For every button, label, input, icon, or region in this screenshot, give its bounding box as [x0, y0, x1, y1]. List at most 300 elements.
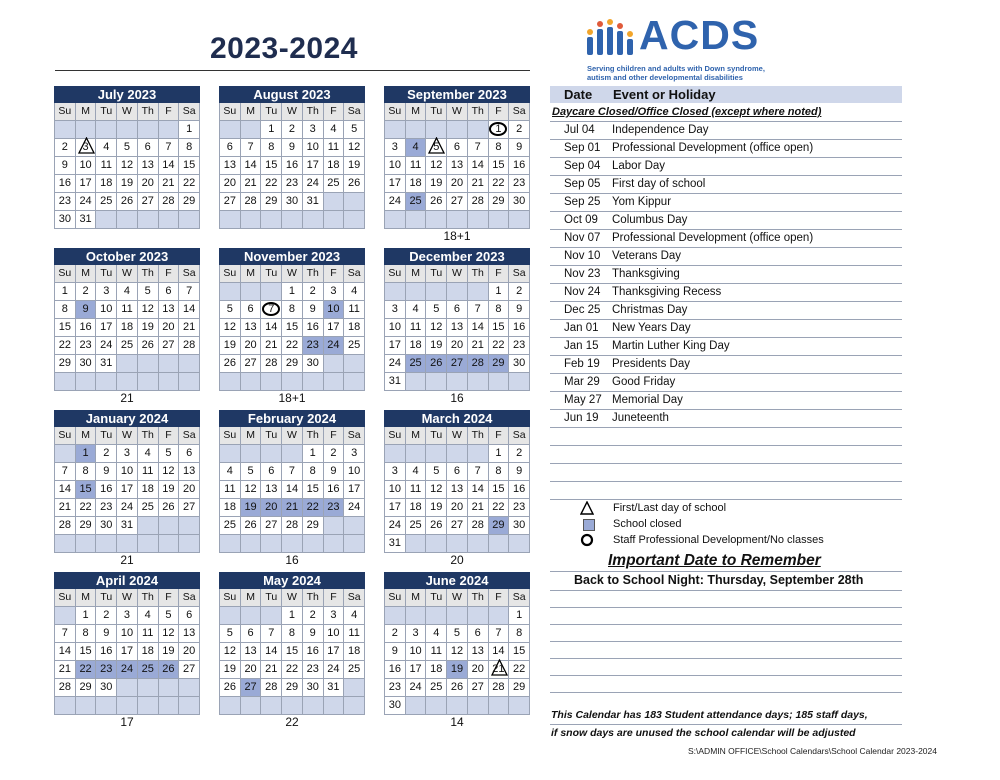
empty-day-cell: [241, 373, 262, 391]
day-cell: 22: [282, 661, 303, 679]
day-cell: 20: [468, 661, 489, 679]
month-grid: [219, 427, 365, 553]
empty-day-cell: [96, 373, 117, 391]
weekday-header: M: [76, 103, 97, 121]
day-cell: 4: [406, 301, 427, 319]
day-cell: 21: [55, 499, 76, 517]
day-cell: 6: [179, 445, 200, 463]
day-cell: 14: [468, 481, 489, 499]
day-cell: 11: [344, 625, 365, 643]
day-cell: 24: [344, 499, 365, 517]
day-cell: 13: [220, 157, 241, 175]
event-date: Sep 05: [564, 178, 601, 190]
day-cell: 4: [406, 463, 427, 481]
month-calendar: [219, 248, 365, 391]
day-cell: 28: [282, 517, 303, 535]
day-cell: 9: [324, 463, 345, 481]
event-row: [550, 374, 902, 392]
weekday-header: M: [406, 427, 427, 445]
day-cell: 13: [138, 157, 159, 175]
empty-day-cell: [179, 355, 200, 373]
day-cell: 2: [303, 607, 324, 625]
day-cell: 22: [489, 175, 510, 193]
day-cell: 16: [509, 157, 530, 175]
empty-day-cell: [138, 679, 159, 697]
empty-day-cell: [468, 445, 489, 463]
day-cell: 19: [117, 175, 138, 193]
day-cell: 22: [489, 337, 510, 355]
event-row: [550, 158, 902, 176]
day-cell: 1: [489, 283, 510, 301]
empty-day-cell: [324, 697, 345, 715]
day-cell: 10: [303, 139, 324, 157]
day-cell: 27: [138, 193, 159, 211]
day-cell: 28: [159, 193, 180, 211]
day-cell: 2: [324, 445, 345, 463]
month-school-day-count: 21: [120, 553, 134, 567]
weekday-header: F: [324, 265, 345, 283]
empty-day-cell: [426, 607, 447, 625]
event-date: Nov 24: [564, 286, 601, 298]
day-cell: 8: [76, 463, 97, 481]
day-cell: 24: [385, 355, 406, 373]
empty-day-cell: [447, 211, 468, 229]
legend-first-last-label: First/Last day of school: [613, 502, 727, 514]
attendance-note: This Calendar has 183 Student attendance days; 185 staff days,: [551, 709, 868, 721]
day-cell: 8: [282, 625, 303, 643]
day-cell: 1: [509, 607, 530, 625]
day-cell: 9: [509, 463, 530, 481]
day-cell: 23: [385, 679, 406, 697]
day-cell: 28: [261, 355, 282, 373]
day-cell: 25: [344, 337, 365, 355]
day-cell: 3: [324, 607, 345, 625]
weekday-header: W: [447, 427, 468, 445]
day-cell: 15: [261, 157, 282, 175]
day-cell: 18: [138, 481, 159, 499]
month-school-day-count: 18+1: [278, 391, 306, 405]
empty-day-cell: [406, 445, 427, 463]
triangle-icon: [580, 501, 594, 515]
day-cell: 18: [406, 337, 427, 355]
empty-day-cell: [468, 211, 489, 229]
day-cell: 9: [282, 139, 303, 157]
important-date-title: Important Date to Remember: [608, 552, 821, 569]
month-title: July 2023: [54, 86, 200, 103]
weekday-header: F: [489, 265, 510, 283]
day-cell: 15: [179, 157, 200, 175]
events-table: [550, 86, 902, 500]
day-cell: 17: [96, 319, 117, 337]
events-subheader: Daycare Closed/Office Closed (except where noted): [550, 103, 902, 122]
day-cell: 24: [117, 499, 138, 517]
empty-day-cell: [159, 535, 180, 553]
day-cell: 30: [509, 517, 530, 535]
event-date: Feb 19: [564, 358, 600, 370]
day-cell: 15: [282, 643, 303, 661]
rule-line: [550, 692, 902, 693]
day-cell: 21: [55, 661, 76, 679]
day-cell: 24: [324, 661, 345, 679]
day-cell: 19: [426, 175, 447, 193]
empty-day-cell: [324, 193, 345, 211]
weekday-header: Tu: [426, 589, 447, 607]
day-cell: 9: [96, 625, 117, 643]
day-cell: 30: [55, 211, 76, 229]
empty-day-cell: [282, 697, 303, 715]
day-cell: 22: [282, 337, 303, 355]
weekday-header: W: [117, 589, 138, 607]
empty-day-cell: [220, 121, 241, 139]
day-cell: 9: [55, 157, 76, 175]
empty-day-cell: [76, 373, 97, 391]
empty-day-cell: [282, 373, 303, 391]
event-name: Independence Day: [612, 124, 709, 136]
weekday-header: W: [282, 265, 303, 283]
blank-row: [550, 446, 902, 464]
empty-day-cell: [344, 517, 365, 535]
day-cell: 22: [489, 499, 510, 517]
day-cell: 23: [509, 337, 530, 355]
day-cell: 25: [324, 175, 345, 193]
rule-line: [550, 658, 902, 659]
rule-line: [550, 607, 902, 608]
event-name: Veterans Day: [612, 250, 682, 262]
empty-day-cell: [385, 445, 406, 463]
day-cell: 4: [324, 121, 345, 139]
day-cell: 8: [55, 301, 76, 319]
day-cell: 23: [76, 337, 97, 355]
event-row: [550, 212, 902, 230]
event-name: Professional Development (office open): [612, 142, 814, 154]
empty-day-cell: [220, 373, 241, 391]
weekday-header: Sa: [179, 265, 200, 283]
day-cell: 28: [55, 517, 76, 535]
month-title: March 2024: [384, 410, 530, 427]
empty-day-cell: [55, 121, 76, 139]
day-cell: 26: [426, 517, 447, 535]
day-cell: 3: [117, 607, 138, 625]
empty-day-cell: [303, 535, 324, 553]
empty-day-cell: [159, 373, 180, 391]
event-row: [550, 140, 902, 158]
day-cell: 3: [406, 625, 427, 643]
day-cell: 29: [55, 355, 76, 373]
day-cell: 7: [261, 301, 282, 319]
day-cell: 22: [303, 499, 324, 517]
weekday-header: F: [159, 589, 180, 607]
weekday-header: Sa: [179, 103, 200, 121]
day-cell: 27: [447, 193, 468, 211]
empty-day-cell: [426, 211, 447, 229]
day-cell: 2: [55, 139, 76, 157]
empty-day-cell: [385, 283, 406, 301]
weekday-header: F: [159, 265, 180, 283]
day-cell: 7: [468, 301, 489, 319]
day-cell: 25: [96, 193, 117, 211]
day-cell: 21: [241, 175, 262, 193]
empty-day-cell: [406, 607, 427, 625]
day-cell: 10: [96, 301, 117, 319]
day-cell: 20: [179, 643, 200, 661]
month-grid: [384, 427, 530, 553]
weekday-header: M: [76, 265, 97, 283]
day-cell: 26: [447, 679, 468, 697]
empty-day-cell: [344, 211, 365, 229]
day-cell: 14: [159, 157, 180, 175]
day-cell: 19: [138, 319, 159, 337]
day-cell: 12: [241, 481, 262, 499]
day-cell: 16: [96, 481, 117, 499]
rule-line: [550, 624, 902, 625]
day-cell: 19: [426, 337, 447, 355]
day-cell: 7: [241, 139, 262, 157]
weekday-header: Tu: [96, 103, 117, 121]
day-cell: 4: [117, 283, 138, 301]
empty-day-cell: [55, 373, 76, 391]
day-cell: 4: [138, 445, 159, 463]
day-cell: 1: [282, 607, 303, 625]
day-cell: 17: [385, 175, 406, 193]
events-table-header: [550, 86, 902, 103]
day-cell: 21: [468, 337, 489, 355]
empty-day-cell: [447, 373, 468, 391]
empty-day-cell: [468, 535, 489, 553]
event-name: First day of school: [612, 178, 706, 190]
day-cell: 6: [179, 607, 200, 625]
day-cell: 11: [406, 481, 427, 499]
day-cell: 2: [509, 121, 530, 139]
day-cell: 20: [179, 481, 200, 499]
weekday-header: M: [76, 589, 97, 607]
empty-day-cell: [509, 373, 530, 391]
month-school-day-count: 16: [450, 391, 464, 405]
day-cell: 23: [509, 499, 530, 517]
day-cell: 20: [159, 319, 180, 337]
day-cell: 16: [509, 481, 530, 499]
event-row: [550, 338, 902, 356]
empty-day-cell: [344, 535, 365, 553]
event-name: Martin Luther King Day: [612, 340, 730, 352]
day-cell: 15: [489, 157, 510, 175]
day-cell: 30: [282, 193, 303, 211]
logo-name: ACDS: [639, 12, 760, 58]
day-cell: 17: [324, 319, 345, 337]
rule-line: [550, 571, 902, 572]
day-cell: 20: [447, 499, 468, 517]
day-cell: 27: [447, 355, 468, 373]
day-cell: 23: [96, 499, 117, 517]
event-date: Oct 09: [564, 214, 598, 226]
weekday-header: M: [241, 103, 262, 121]
day-cell: 7: [468, 139, 489, 157]
empty-day-cell: [406, 121, 427, 139]
empty-day-cell: [385, 607, 406, 625]
day-cell: 9: [385, 643, 406, 661]
month-school-day-count: 16: [285, 553, 299, 567]
day-cell: 23: [303, 337, 324, 355]
day-cell: 23: [96, 661, 117, 679]
day-cell: 7: [489, 625, 510, 643]
day-cell: 1: [303, 445, 324, 463]
weekday-header: Sa: [509, 589, 530, 607]
day-cell: 28: [468, 517, 489, 535]
day-cell: 5: [159, 445, 180, 463]
month-title: June 2024: [384, 572, 530, 589]
day-cell: 16: [303, 319, 324, 337]
day-cell: 18: [96, 175, 117, 193]
weekday-header: W: [447, 103, 468, 121]
day-cell: 12: [426, 319, 447, 337]
day-cell: 29: [76, 517, 97, 535]
blank-row: [550, 464, 902, 482]
day-cell: 25: [117, 337, 138, 355]
empty-day-cell: [426, 697, 447, 715]
day-cell: 16: [282, 157, 303, 175]
weekday-header: Su: [55, 589, 76, 607]
day-cell: 30: [509, 355, 530, 373]
weekday-header: Th: [468, 265, 489, 283]
blank-row: [550, 428, 902, 446]
day-cell: 27: [447, 517, 468, 535]
day-cell: 4: [96, 139, 117, 157]
day-cell: 21: [159, 175, 180, 193]
day-cell: 13: [241, 643, 262, 661]
weekday-header: M: [241, 589, 262, 607]
event-row: [550, 230, 902, 248]
event-name: Labor Day: [612, 160, 666, 172]
day-cell: 29: [282, 679, 303, 697]
rule-line: [550, 724, 902, 725]
day-cell: 14: [261, 319, 282, 337]
day-cell: 28: [179, 337, 200, 355]
day-cell: 12: [138, 301, 159, 319]
day-cell: 27: [241, 355, 262, 373]
month-school-day-count: 22: [285, 715, 299, 729]
month-grid: [219, 589, 365, 715]
empty-day-cell: [447, 445, 468, 463]
empty-day-cell: [117, 679, 138, 697]
event-row: [550, 320, 902, 338]
day-cell: 30: [96, 679, 117, 697]
day-cell: 14: [468, 319, 489, 337]
month-title: August 2023: [219, 86, 365, 103]
day-cell: 7: [179, 283, 200, 301]
event-name: Memorial Day: [612, 394, 683, 406]
day-cell: 24: [406, 679, 427, 697]
day-cell: 5: [220, 625, 241, 643]
empty-day-cell: [117, 211, 138, 229]
day-cell: 30: [303, 679, 324, 697]
empty-day-cell: [179, 211, 200, 229]
day-cell: 4: [406, 139, 427, 157]
weekday-header: M: [241, 265, 262, 283]
day-cell: 25: [406, 517, 427, 535]
weekday-header: F: [159, 103, 180, 121]
day-cell: 16: [55, 175, 76, 193]
day-cell: 8: [489, 139, 510, 157]
day-cell: 24: [117, 661, 138, 679]
day-cell: 11: [220, 481, 241, 499]
empty-day-cell: [406, 373, 427, 391]
day-cell: 6: [220, 139, 241, 157]
empty-day-cell: [220, 607, 241, 625]
day-cell: 7: [261, 625, 282, 643]
day-cell: 25: [344, 661, 365, 679]
empty-day-cell: [324, 211, 345, 229]
day-cell: 12: [220, 319, 241, 337]
day-cell: 14: [261, 643, 282, 661]
day-cell: 29: [76, 679, 97, 697]
day-cell: 5: [426, 139, 447, 157]
empty-day-cell: [241, 283, 262, 301]
month-grid: [54, 427, 200, 553]
empty-day-cell: [159, 121, 180, 139]
month-title: November 2023: [219, 248, 365, 265]
footer-file-path: S:\ADMIN OFFICE\School Calendars\School Calendar 2023-2024: [688, 746, 937, 756]
day-cell: 30: [385, 697, 406, 715]
day-cell: 18: [138, 643, 159, 661]
day-cell: 20: [261, 499, 282, 517]
weekday-header: Sa: [344, 589, 365, 607]
day-cell: 1: [261, 121, 282, 139]
day-cell: 12: [117, 157, 138, 175]
day-cell: 11: [138, 463, 159, 481]
weekday-header: Th: [468, 103, 489, 121]
weekday-header: Th: [303, 103, 324, 121]
day-cell: 17: [303, 157, 324, 175]
weekday-header: F: [324, 427, 345, 445]
day-cell: 19: [344, 157, 365, 175]
empty-day-cell: [179, 373, 200, 391]
event-date: Nov 23: [564, 268, 601, 280]
event-name: New Years Day: [612, 322, 691, 334]
day-cell: 21: [468, 175, 489, 193]
weekday-header: W: [117, 265, 138, 283]
empty-day-cell: [261, 211, 282, 229]
day-cell: 5: [159, 607, 180, 625]
day-cell: 3: [96, 283, 117, 301]
event-row: [550, 248, 902, 266]
day-cell: 12: [426, 481, 447, 499]
weekday-header: F: [324, 589, 345, 607]
empty-day-cell: [76, 697, 97, 715]
event-date: May 27: [564, 394, 602, 406]
day-cell: 4: [138, 607, 159, 625]
weekday-header: Su: [385, 103, 406, 121]
empty-day-cell: [138, 211, 159, 229]
day-cell: 26: [220, 679, 241, 697]
day-cell: 21: [261, 661, 282, 679]
empty-day-cell: [241, 535, 262, 553]
day-cell: 6: [447, 301, 468, 319]
weekday-header: Su: [220, 427, 241, 445]
empty-day-cell: [344, 679, 365, 697]
day-cell: 9: [509, 301, 530, 319]
weekday-header: Tu: [96, 427, 117, 445]
rule-line: [550, 641, 902, 642]
empty-day-cell: [468, 373, 489, 391]
empty-day-cell: [159, 679, 180, 697]
empty-day-cell: [447, 697, 468, 715]
day-cell: 22: [55, 337, 76, 355]
day-cell: 27: [261, 517, 282, 535]
day-cell: 16: [96, 643, 117, 661]
empty-day-cell: [241, 445, 262, 463]
day-cell: 27: [220, 193, 241, 211]
empty-day-cell: [241, 697, 262, 715]
weekday-header: Sa: [509, 265, 530, 283]
